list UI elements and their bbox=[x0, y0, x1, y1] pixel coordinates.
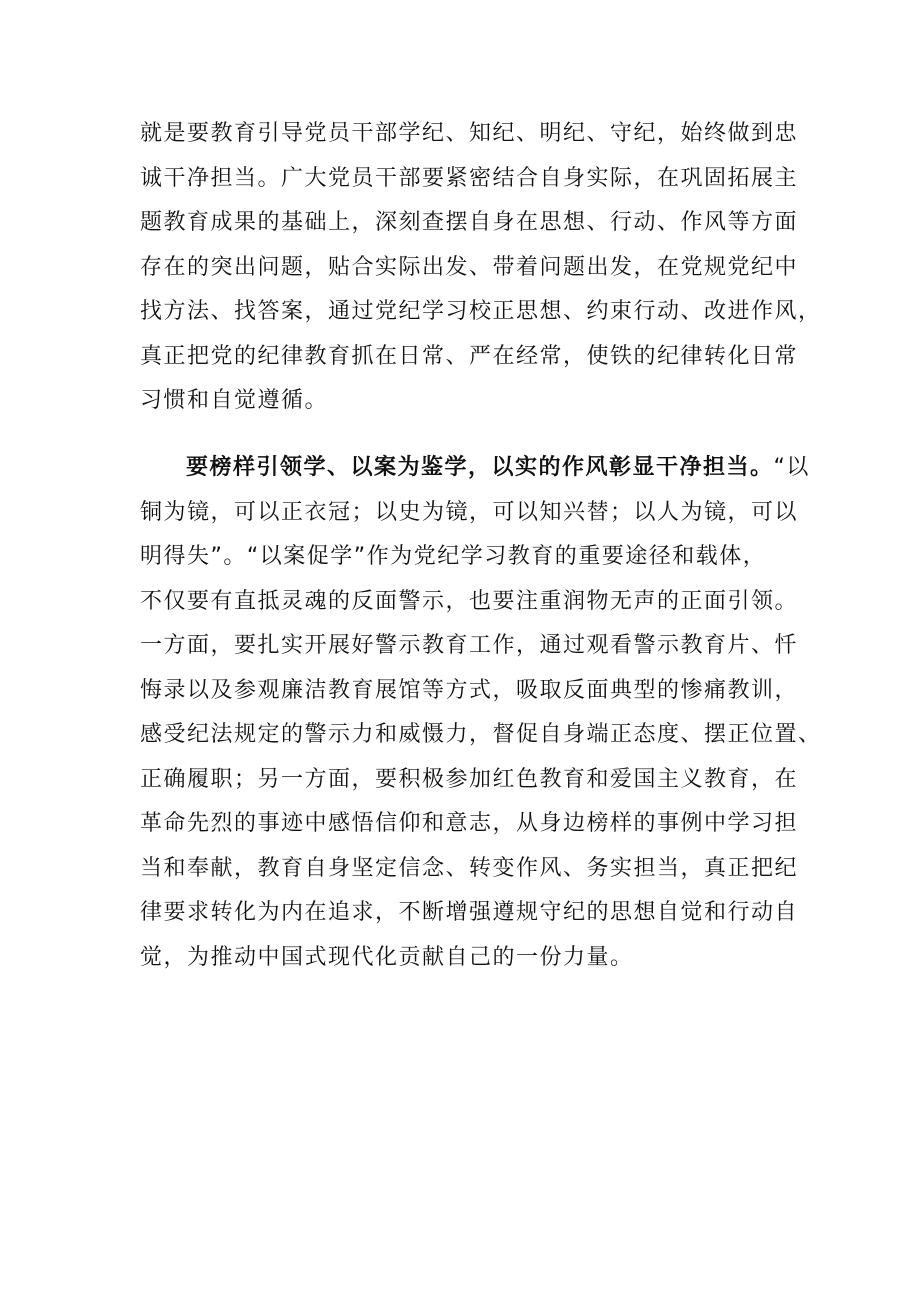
paragraph-line: 题教育成果的基础上，深刻查摆自身在思想、行动、作风等方面 bbox=[140, 210, 799, 235]
paragraph-first-line bbox=[140, 446, 810, 491]
paragraph-line: 悔录以及参观廉洁教育展馆等方式，吸取反面典型的惨痛教训， bbox=[140, 677, 799, 703]
paragraph-line: 找方法、找答案，通过党纪学习校正思想、约束行动、改进作风， bbox=[140, 299, 822, 324]
paragraph-2 bbox=[140, 446, 822, 980]
paragraph-line: 律要求转化为内在追求，不断增强遵规守纪的思想自觉和行动自 bbox=[140, 900, 799, 925]
paragraph-line: 真正把党的纪律教育抓在日常、严在经常，使铁的纪律转化日常 bbox=[140, 343, 799, 369]
paragraph-heading: 要榜样引领学、以案为鉴学，以实的作风彰显干净担当。 bbox=[186, 455, 774, 480]
paragraph-line: 就是要教育引导党员干部学纪、知纪、明纪、守纪，始终做到忠 bbox=[140, 121, 799, 146]
paragraph-line: 正确履职；另一方面，要积极参加红色教育和爱国主义教育，在 bbox=[140, 766, 799, 792]
paragraph-line: 习惯和自觉遵循。 bbox=[140, 388, 329, 413]
paragraph-line: 一方面，要扎实开展好警示教育工作，通过观看警示教育片、忏 bbox=[140, 633, 799, 658]
paragraph-line-tail: “以 bbox=[773, 455, 810, 480]
paragraph-1 bbox=[140, 112, 822, 424]
paragraph-line: 革命先烈的事迹中感悟信仰和意志，从身边榜样的事例中学习担 bbox=[140, 811, 799, 836]
paragraph-line: 不仅要有直抵灵魂的反面警示，也要注重润物无声的正面引领。 bbox=[140, 588, 799, 614]
paragraph-line: 觉，为推动中国式现代化贡献自己的一份力量。 bbox=[140, 944, 634, 970]
paragraph-line: 感受纪法规定的警示力和威慑力，督促自身端正态度、摆正位置、 bbox=[140, 722, 822, 747]
paragraph-line: 铜为镜，可以正衣冠；以史为镜，可以知兴替；以人为镜，可以 bbox=[140, 499, 799, 525]
paragraph-line: 存在的突出问题，贴合实际出发、带着问题出发，在党规党纪中 bbox=[140, 254, 799, 280]
paragraph-line: 明得失”。“以案促学”作为党纪学习教育的重要途径和载体， bbox=[140, 544, 767, 569]
paragraph-line: 当和奉献，教育自身坚定信念、转变作风、务实担当，真正把纪 bbox=[140, 855, 799, 881]
paragraph-line: 诚干净担当。广大党员干部要紧密结合自身实际，在巩固拓展主 bbox=[140, 165, 799, 191]
